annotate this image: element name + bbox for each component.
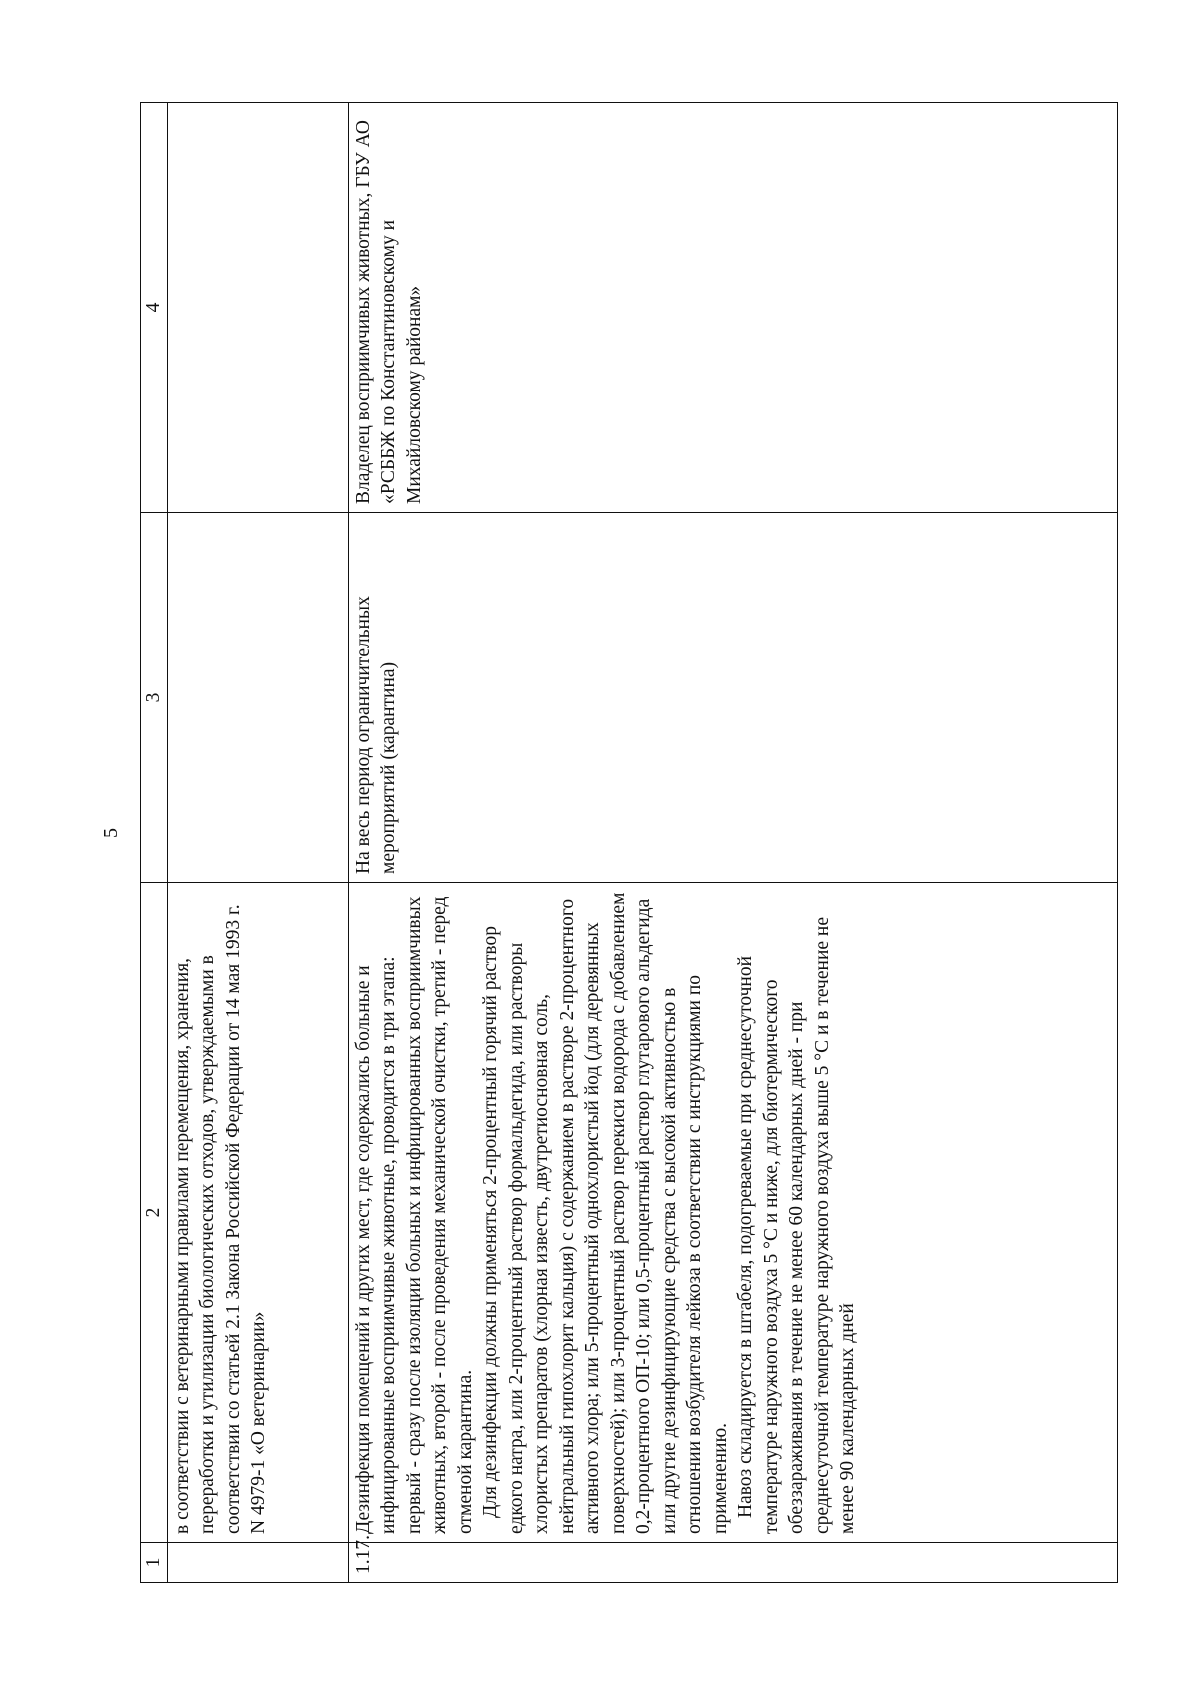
table-header-row — [141, 103, 168, 1583]
row-number-cell: 1.17. — [348, 1543, 1118, 1583]
responsible-cell — [167, 103, 348, 513]
table-row — [348, 103, 1118, 1583]
row-number-cell — [167, 1543, 348, 1583]
term-cell: На весь период ограничительных мероприятий (карантина) — [348, 513, 1118, 883]
table-row — [167, 103, 348, 1583]
measure-paragraph-3: Навоз складируется в штабеля, подогреваемые при среднесуточной температуре наружного воздуха 5 °С и ниже, для биотермического обеззараживания в течение не менее 60 календарных дней - при среднесуточной температуре наружного воздуха выше 5 °С и в течение не менее 90 календарных дней — [735, 916, 858, 1534]
measure-cell: в соответствии с ветеринарными правилами перемещения, хранения, переработки и утилизации биологических отходов, утверждаемыми в соответствии со статьей 2.1 Закона Российской Федерации от 14 мая 1993 г. N 4979-1 «О ветеринарии» — [167, 883, 348, 1543]
column-header-2: 2 — [141, 883, 168, 1543]
column-header-1: 1 — [141, 1543, 168, 1583]
measures-table — [140, 102, 1118, 1583]
column-header-4: 4 — [141, 103, 168, 513]
column-header-3: 3 — [141, 513, 168, 883]
page-number: 5 — [100, 828, 122, 838]
responsible-cell: Владелец восприимчивых животных, ГБУ АО «РСББЖ по Константиновскому и Михайловскому районам» — [348, 103, 1118, 513]
measure-paragraph-1: Дезинфекция помещений и других мест, где содержались больные и инфицированные восприимчивые животные, проводится в три этапа: первый - сразу после изоляции больных и инфицированных восприимчивых животных, второй - после проведения механической очистки, третий - перед отменой карантина. — [352, 896, 476, 1534]
rotated-table-container — [140, 103, 1118, 1583]
measure-paragraph-2: Для дезинфекции должны применяться 2-процентный горячий раствор едкого натра, или 2-процентный раствор формальдегида, или растворы хлористых препаратов (хлорная известь, двутретиосновная соль, нейтральный гипохлорит кальция) с содержанием в растворе 2-процентного активного хлора; или 5-процентный однохлористый йод (для деревянных поверхностей); или 3-процентный раствор перекиси водорода с добавлением 0,2-процентного ОП-10; или 0,5-процентный раствор глутарового альдегида или другие дезинфицирующие средства с высокой активностью в отношении возбудителя лейкоза в соответствии с инструкциями по применению. — [480, 892, 731, 1534]
term-cell — [167, 513, 348, 883]
measure-cell — [348, 883, 1118, 1543]
